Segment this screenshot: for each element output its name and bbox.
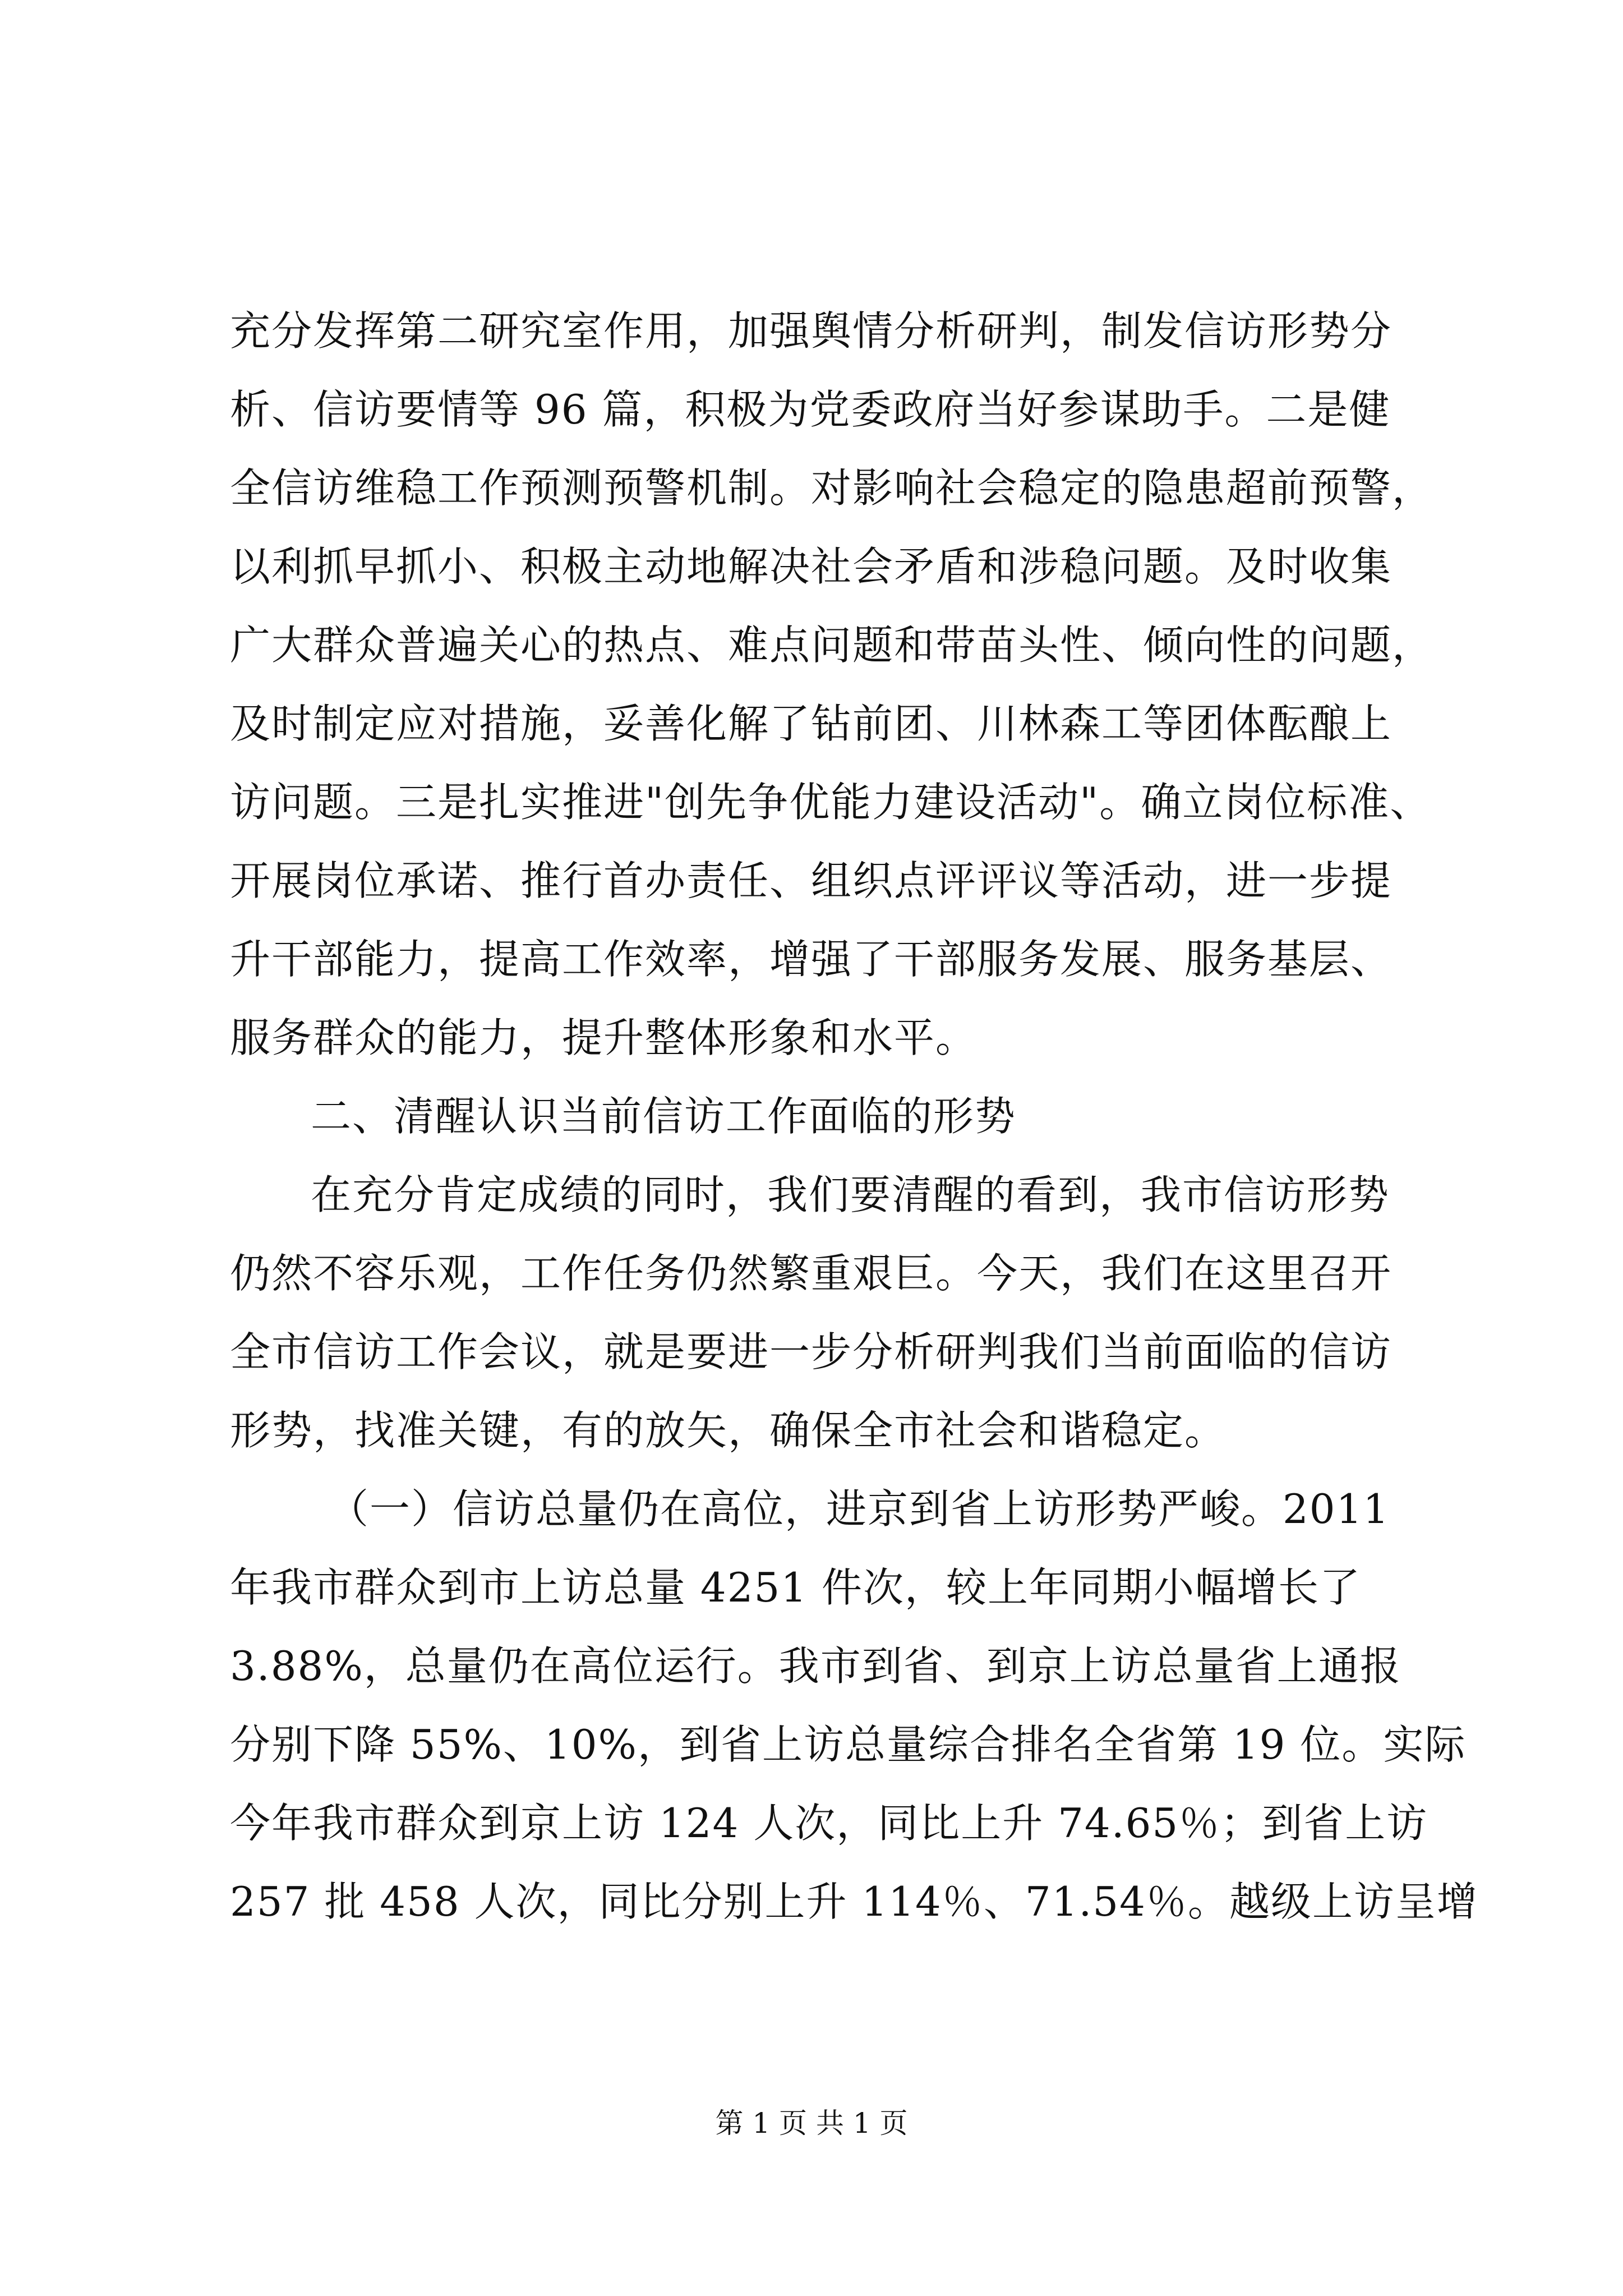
text-line: 服务群众的能力，提升整体形象和水平。 xyxy=(230,1014,978,1061)
text-line: 分别下降 55%、10%，到省上访总量综合排名全省第 19 位。实际 xyxy=(230,1721,1467,1768)
document-body xyxy=(230,292,1478,1941)
text-line: 257 批 458 人次，同比分别上升 114％、71.54％。越级上访呈增 xyxy=(230,1878,1478,1925)
text-line: 全信访维稳工作预测预警机制。对影响社会稳定的隐患超前预警， xyxy=(230,464,1434,512)
text-line: 析、信访要情等 96 篇，积极为党委政府当好参谋助手。二是健 xyxy=(230,386,1391,433)
text-line: 及时制定应对措施，妥善化解了钻前团、川林森工等团体酝酿上 xyxy=(230,700,1393,747)
section-heading: 二、清醒认识当前信访工作面临的形势 xyxy=(311,1093,1017,1140)
text-line: 广大群众普遍关心的热点、难点问题和带苗头性、倾向性的问题， xyxy=(230,622,1434,669)
text-line: 年我市群众到市上访总量 4251 件次，较上年同期小幅增长了 xyxy=(230,1564,1362,1611)
text-line: 充分发挥第二研究室作用，加强舆情分析研判，制发信访形势分 xyxy=(230,307,1393,355)
text-line: 开展岗位承诺、推行首办责任、组织点评评议等活动，进一步提 xyxy=(230,857,1393,904)
text-line: 形势，找准关键，有的放矢，确保全市社会和谐稳定。 xyxy=(230,1407,1227,1454)
text-line: 今年我市群众到京上访 124 人次，同比上升 74.65％；到省上访 xyxy=(230,1800,1428,1847)
text-line: 访问题。三是扎实推进"创先争优能力建设活动"。确立岗位标准、 xyxy=(230,779,1432,826)
text-line: 在充分肯定成绩的同时，我们要清醒的看到，我市信访形势 xyxy=(311,1171,1390,1218)
subsection-heading: （一）信访总量仍在高位，进京到省上访形势严峻。2011 xyxy=(328,1485,1390,1533)
text-line: 全市信访工作会议，就是要进一步分析研判我们当前面临的信访 xyxy=(230,1328,1393,1375)
text-line: 仍然不容乐观，工作任务仍然繁重艰巨。今天，我们在这里召开 xyxy=(230,1250,1393,1297)
text-line: 升干部能力，提高工作效率，增强了干部服务发展、服务基层、 xyxy=(230,936,1393,983)
text-line: 3.88%，总量仍在高位运行。我市到省、到京上访总量省上通报 xyxy=(230,1642,1401,1690)
text-line: 以利抓早抓小、积极主动地解决社会矛盾和涉稳问题。及时收集 xyxy=(230,543,1393,590)
page-footer: 第 1 页 共 1 页 xyxy=(715,2107,908,2139)
